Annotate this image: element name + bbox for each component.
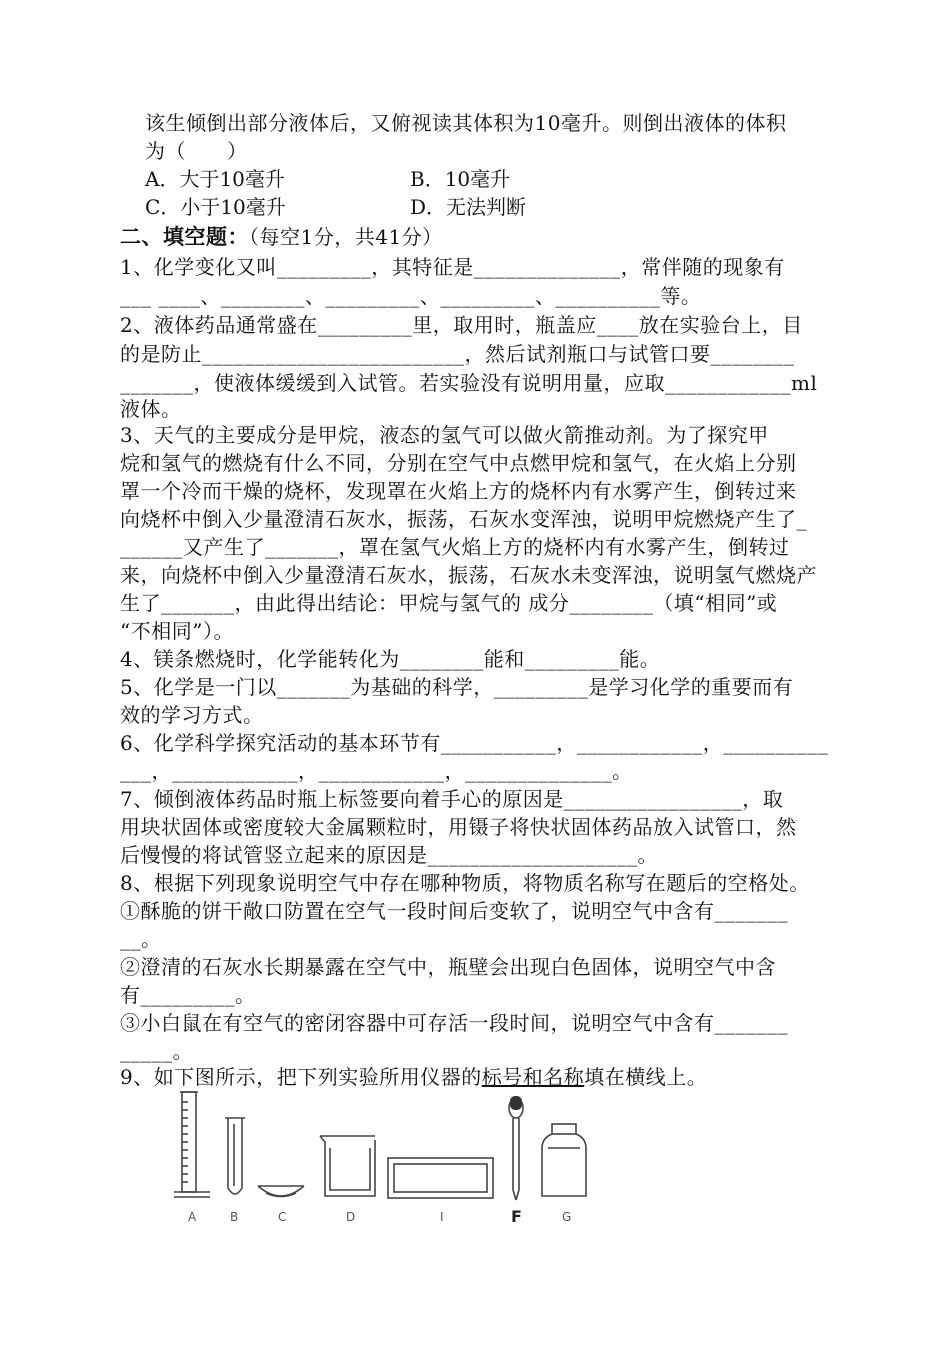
text-line: __。 xyxy=(120,927,162,951)
text-line: 3、天气的主要成分是甲烷，液态的氢气可以做火箭推动剂。为了探究甲 xyxy=(120,423,769,447)
figure-label-f: F xyxy=(511,1207,522,1226)
option-a: A．大于10毫升 xyxy=(145,167,285,191)
text-line: _____。 xyxy=(120,1039,193,1063)
option-d: D．无法判断 xyxy=(410,195,527,219)
prev-question-line2: 为（ ） xyxy=(145,139,248,163)
q9-underlined: 标号和名称 xyxy=(481,1065,585,1089)
text-line: 罩一个冷而干燥的烧杯，发现罩在火焰上方的烧杯内有水雾产生，倒转过来 xyxy=(120,479,797,503)
text-line: 生了_______，由此得出结论：甲烷与氢气的 成分________（填“相同”或 xyxy=(120,591,778,615)
figure-label-b: B xyxy=(230,1210,239,1224)
section-note: （每空1分，共41分） xyxy=(249,225,443,249)
reagent-bottle-icon xyxy=(542,1124,586,1196)
q9-suffix: 填在横线上。 xyxy=(584,1065,708,1089)
figure-label-c: C xyxy=(278,1210,287,1224)
text-line: 来，向烧杯中倒入少量澄清石灰水，振荡，石灰水未变浑浊，说明氢气燃烧产 xyxy=(120,563,817,587)
section-title: 二、填空题： xyxy=(120,225,249,249)
text-line: 1、化学变化又叫_________，其特征是______________，常伴随的现象有 xyxy=(120,255,785,279)
test-tube-icon xyxy=(225,1118,245,1194)
lab-apparatus-figure xyxy=(170,1090,600,1230)
text-line: ②澄清的石灰水长期暴露在空气中，瓶壁会出现白色固体，说明空气中含 xyxy=(120,955,776,979)
question-9 xyxy=(120,1062,860,1092)
text-line: 8、根据下列现象说明空气中存在哪种物质，将物质名称写在题后的空格处。 xyxy=(120,871,810,895)
text-line: ③小白鼠在有空气的密闭容器中可存活一段时间，说明空气中含有_______ xyxy=(120,1011,788,1035)
figure-label-a: A xyxy=(188,1210,197,1224)
text-line: 后慢慢的将试管竖立起来的原因是____________________。 xyxy=(120,843,658,867)
graduated-cylinder-icon xyxy=(174,1092,210,1197)
text-line: 液体。 xyxy=(120,397,182,421)
q9-prefix: 9、如下图所示，把下列实验所用仪器的 xyxy=(120,1065,482,1089)
text-line: ___ ____、________、_________、_________、__________等。 xyxy=(120,284,702,308)
text-line: ___，____________，____________，______________。 xyxy=(120,759,633,783)
text-line: “不相同”）。 xyxy=(120,619,234,643)
figure-label-d: D xyxy=(346,1210,356,1224)
text-line: 2、液体药品通常盛在_________里，取用时，瓶盖应____放在实验台上，目 xyxy=(120,313,803,337)
option-b: B．10毫升 xyxy=(410,167,511,191)
text-line: ______又产生了_______，罩在氢气火焰上方的烧杯内有水雾产生，倒转过 xyxy=(120,535,790,559)
dropper-bulb-icon xyxy=(510,1096,522,1110)
figure-label-g: G xyxy=(562,1210,572,1224)
text-line: _______，使液体缓缓到入试管。若实验没有说明用量，应取____________ml xyxy=(120,371,818,395)
text-line: 向烧杯中倒入少量澄清石灰水，振荡，石灰水变浑浊，说明甲烷燃烧产生了_ xyxy=(120,507,807,531)
option-c: C．小于10毫升 xyxy=(145,195,286,219)
text-line: 的是防止_________________________，然后试剂瓶口与试管口要________ xyxy=(120,342,795,366)
trough-icon xyxy=(388,1158,493,1198)
text-line: 4、镁条燃烧时，化学能转化为________能和_________能。 xyxy=(120,647,661,671)
apparatus-drawing xyxy=(170,1090,600,1230)
text-line: ①酥脆的饼干敞口防置在空气一段时间后变软了，说明空气中含有_______ xyxy=(120,899,788,923)
section-heading xyxy=(120,222,860,252)
beaker-icon xyxy=(320,1136,375,1196)
dropper-icon xyxy=(509,1098,523,1200)
text-line: 7、倾倒液体药品时瓶上标签要向着手心的原因是_________________，取 xyxy=(120,787,784,811)
text-line: 烷和氢气的燃烧有什么不同，分别在空气中点燃甲烷和氢气，在火焰上分别 xyxy=(120,451,797,475)
text-line: 用块状固体或密度较大金属颗粒时，用镊子将快状固体药品放入试管口，然 xyxy=(120,815,797,839)
figure-label-i: I xyxy=(440,1210,444,1224)
prev-question-line1: 该生倾倒出部分液体后，又俯视读其体积为10毫升。则倒出液体的体积 xyxy=(145,111,787,135)
evaporating-dish-icon xyxy=(258,1186,304,1197)
text-line: 有_________。 xyxy=(120,983,256,1007)
text-line: 效的学习方式。 xyxy=(120,703,264,727)
text-line: 6、化学科学探究活动的基本环节有___________，____________，__________ xyxy=(120,731,829,755)
text-line: 5、化学是一门以_______为基础的科学，_________是学习化学的重要而有 xyxy=(120,675,794,699)
